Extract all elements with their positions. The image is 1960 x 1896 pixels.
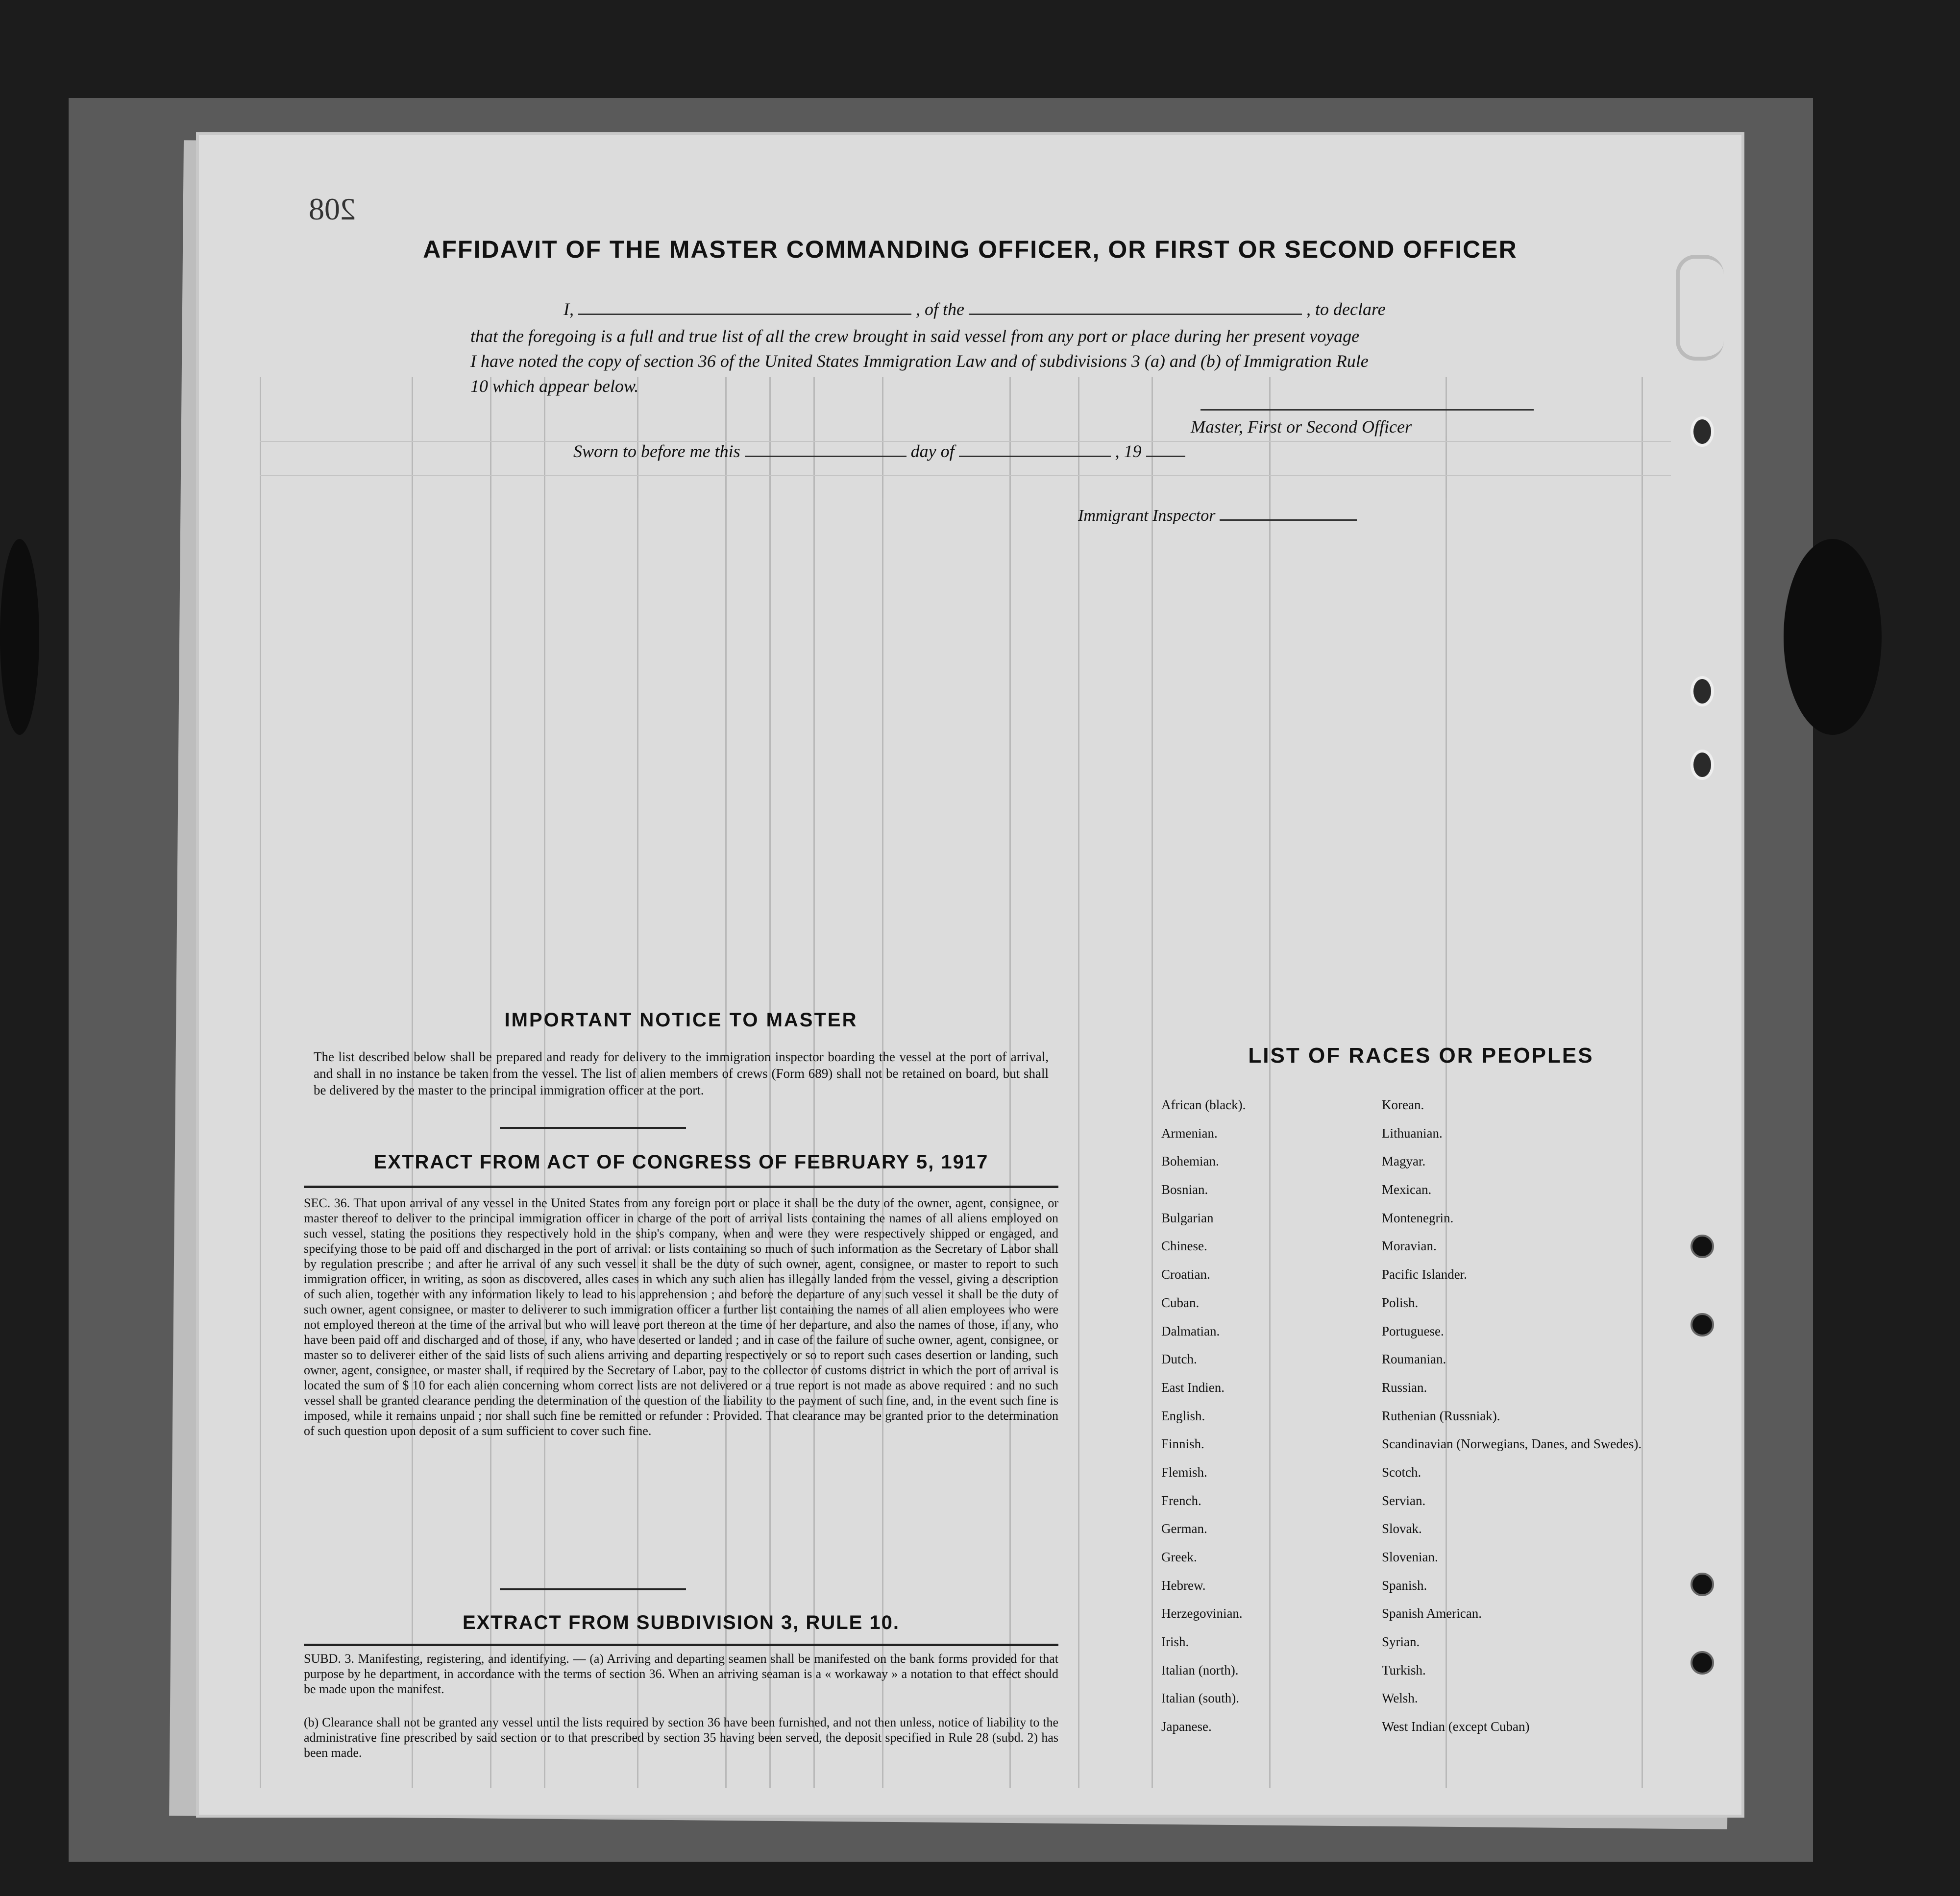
notice-text: The list described below shall be prepared and ready for delivery to the immigration inspector boarding the vessel at the port of arrival, and shall in no instance be taken from the vessel. The list of alien members of crews (Form 689) shall not be retained on board, but shall be delivered by the master to the principal immigration officer at the port. — [314, 1049, 1049, 1097]
race-item: East Indien. — [1161, 1380, 1225, 1395]
race-item: French. — [1161, 1493, 1201, 1508]
affidavit-line-4: 10 which appear below. — [470, 376, 639, 396]
race-item: Moravian. — [1382, 1239, 1437, 1254]
extract-act-title: EXTRACT FROM ACT OF CONGRESS OF FEBRUARY 5, 1917 — [373, 1151, 989, 1173]
race-item: Italian (north). — [1161, 1662, 1239, 1677]
inspector-signature-blank — [1220, 505, 1357, 521]
day-of-label: day of — [910, 441, 955, 461]
race-item: Polish. — [1382, 1295, 1419, 1310]
extract-rule-rule — [304, 1644, 1058, 1646]
extract-act-text: SEC. 36. That upon arrival of any vessel in the United States from any foreign port or place it shall be the duty of the owner, agent, consignee, or master thereof to deliver to the principal immigration officer in charge of the port of arrival lists containing the names of all aliens employed on such vessel, stating the positions they respectively hold in the ship's company, when and were they were respectively shipped or engaged, and specifying those to be paid off and discharged in the port of arrival: or lists containing so much of such information as the Secretary of Labor shall by regulation prescribe ; and after he arrival of any such vessel it shall be the duty of such owner, agent, consignee, or master to report to such immigration officer, in writing, as soon as discovered, alles cases in which any such alien has illegally landed from the vessel, giving a description of such alien, together with any information likely to lead to his apprehension ; and before the departure of any such vessel it shall be the duty of such owner, agent consignee, or master to deliverer to such immigration officer a further list containing the names of all alien employees who were not employed thereon at the time of the arrival but who will leave port thereon at the time of her departure, and also the names of those, if any, who have been paid off and discharged and of those, if any, who have deserted or landed ; and in case of the failure of suche owner, agent, consignee, or master so to deliverer either of the said lists of such aliens arriving and departing respectively or so to report such cases desertion or landing, such owner, agent, consignee, or master shall, if required by the Secretary of Labor, pay to the collector of customs district in which the port of arrival is located the sum of $ 10 for each alien concerning whom correct lists are not delivered or a true report is not made as above required : and no such vessel shall be granted clearance pending the determination of the question of the liability to the payment of such fine, and, in the event such fine is imposed, while it remains unpaid ; nor shall such fine be remitted or refunder : Provided. That clearance may be granted prior to the determination of such question upon deposit of a sum sufficient to cover such fine. — [304, 1196, 1058, 1438]
binder-hole — [1690, 676, 1714, 706]
year-label: , 19 — [1115, 441, 1142, 461]
race-item: Slovak. — [1382, 1521, 1422, 1536]
race-item: Slovenian. — [1382, 1550, 1438, 1564]
vessel-name-blank — [969, 299, 1302, 315]
race-item: Portuguese. — [1382, 1323, 1444, 1338]
race-item: German. — [1161, 1521, 1207, 1536]
races-list-left — [1161, 1097, 1367, 1748]
left-edge-shadow — [0, 539, 39, 735]
race-item: Magyar. — [1382, 1154, 1426, 1169]
notice-divider — [500, 1127, 686, 1129]
race-item: Greek. — [1161, 1550, 1197, 1564]
sworn-day-blank — [745, 441, 906, 457]
race-item: Spanish American. — [1382, 1606, 1482, 1621]
race-item: Welsh. — [1382, 1691, 1418, 1706]
race-item: English. — [1161, 1408, 1205, 1423]
punch-hole — [1690, 1235, 1714, 1258]
inspector-label: Immigrant Inspector — [1078, 507, 1216, 525]
affidavit-to-declare-label: , to declare — [1306, 299, 1386, 319]
sworn-month-blank — [959, 441, 1111, 457]
extract-rule-title: EXTRACT FROM SUBDIVISION 3, RULE 10. — [462, 1612, 900, 1633]
race-item: Montenegrin. — [1382, 1210, 1454, 1225]
punch-hole — [1690, 1573, 1714, 1596]
race-item: Syrian. — [1382, 1634, 1420, 1650]
affidavit-line-3: I have noted the copy of section 36 of the United States Immigration Law and of subdivisions 3 (a) and (b) of Immigration Rule — [470, 351, 1369, 371]
race-item: Lithuanian. — [1382, 1125, 1443, 1141]
master-name-blank — [578, 299, 911, 315]
race-item: Finnish. — [1161, 1436, 1204, 1452]
stamp-number: 208 — [309, 192, 356, 226]
race-item: Pacific Islander. — [1382, 1267, 1467, 1282]
notice-title: IMPORTANT NOTICE TO MASTER — [504, 1009, 858, 1031]
race-item: Servian. — [1382, 1493, 1426, 1508]
race-item: Bohemian. — [1161, 1154, 1219, 1169]
sworn-line — [573, 441, 1185, 462]
race-item: Irish. — [1161, 1634, 1189, 1650]
race-item: Scandinavian (Norwegians, Danes, and Swedes). — [1382, 1436, 1642, 1452]
race-item: Mexican. — [1382, 1182, 1432, 1197]
extract-rule-text-b: (b) Clearance shall not be granted any vessel until the lists required by section 36 have been furnished, and not then unless, notice of liability to the administrative fine prescribed by said section or to that prescribed by section 35 having been served, the deposit specified in Rule 28 (subd. 2) has been made. — [304, 1715, 1058, 1760]
race-item: Bosnian. — [1161, 1182, 1208, 1197]
paper-clip — [1676, 255, 1724, 361]
race-item: Chinese. — [1161, 1239, 1207, 1254]
inspector-line — [1078, 505, 1357, 525]
race-item: Flemish. — [1161, 1464, 1207, 1480]
affidavit-i-label: I, — [564, 299, 574, 319]
race-item: Russian. — [1382, 1380, 1427, 1395]
race-item: Spanish. — [1382, 1578, 1427, 1593]
race-item: Bulgarian — [1161, 1210, 1214, 1225]
race-item: Japanese. — [1161, 1719, 1212, 1734]
sworn-year-blank — [1146, 441, 1185, 457]
race-item: Herzegovinian. — [1161, 1606, 1243, 1621]
extract-act-rule — [304, 1186, 1058, 1188]
master-signature-line — [1200, 394, 1534, 415]
race-item: Ruthenian (Russniak). — [1382, 1408, 1500, 1423]
race-item: Scotch. — [1382, 1464, 1421, 1480]
race-item: Italian (south). — [1161, 1691, 1239, 1706]
race-item: Hebrew. — [1161, 1578, 1206, 1593]
race-item: West Indian (except Cuban) — [1382, 1719, 1530, 1734]
races-title: LIST OF RACES OR PEOPLES — [1248, 1044, 1594, 1068]
race-item: Croatian. — [1161, 1267, 1210, 1282]
master-label: Master, First or Second Officer — [1191, 417, 1412, 437]
race-item: Armenian. — [1161, 1125, 1218, 1141]
master-signature-blank — [1200, 394, 1534, 411]
races-list-right — [1382, 1097, 1656, 1748]
right-edge-shadow — [1784, 539, 1882, 735]
sworn-label: Sworn to before me this — [573, 441, 740, 461]
race-item: Turkish. — [1382, 1662, 1426, 1677]
affidavit-of-the-label: , of the — [916, 299, 964, 319]
race-item: Dalmatian. — [1161, 1323, 1220, 1338]
punch-hole — [1690, 1651, 1714, 1675]
affidavit-title: AFFIDAVIT OF THE MASTER COMMANDING OFFICER, OR FIRST OR SECOND OFFICER — [423, 236, 1518, 263]
race-item: Roumanian. — [1382, 1352, 1446, 1367]
race-item: African (black). — [1161, 1097, 1246, 1112]
affidavit-line-2: that the foregoing is a full and true list of all the crew brought in said vessel from any port or place during her present voyage — [470, 326, 1360, 346]
extract-rule-text-a: SUBD. 3. Manifesting, registering, and identifying. — (a) Arriving and departing seamen shall be manifested on the bank forms provided for that purpose by he department, in accordance with the terms of section 36. When an arriving seaman is a « workaway » a notation to that effect should be made upon the manifest. — [304, 1652, 1058, 1696]
race-item: Cuban. — [1161, 1295, 1200, 1310]
race-item: Dutch. — [1161, 1352, 1197, 1367]
race-item: Korean. — [1382, 1097, 1424, 1112]
binder-hole — [1690, 750, 1714, 780]
affidavit-page — [196, 132, 1744, 1818]
punch-hole — [1690, 1313, 1714, 1337]
affidavit-line-1 — [564, 299, 1386, 319]
binder-hole — [1690, 416, 1714, 447]
extract-act-divider — [500, 1588, 686, 1590]
